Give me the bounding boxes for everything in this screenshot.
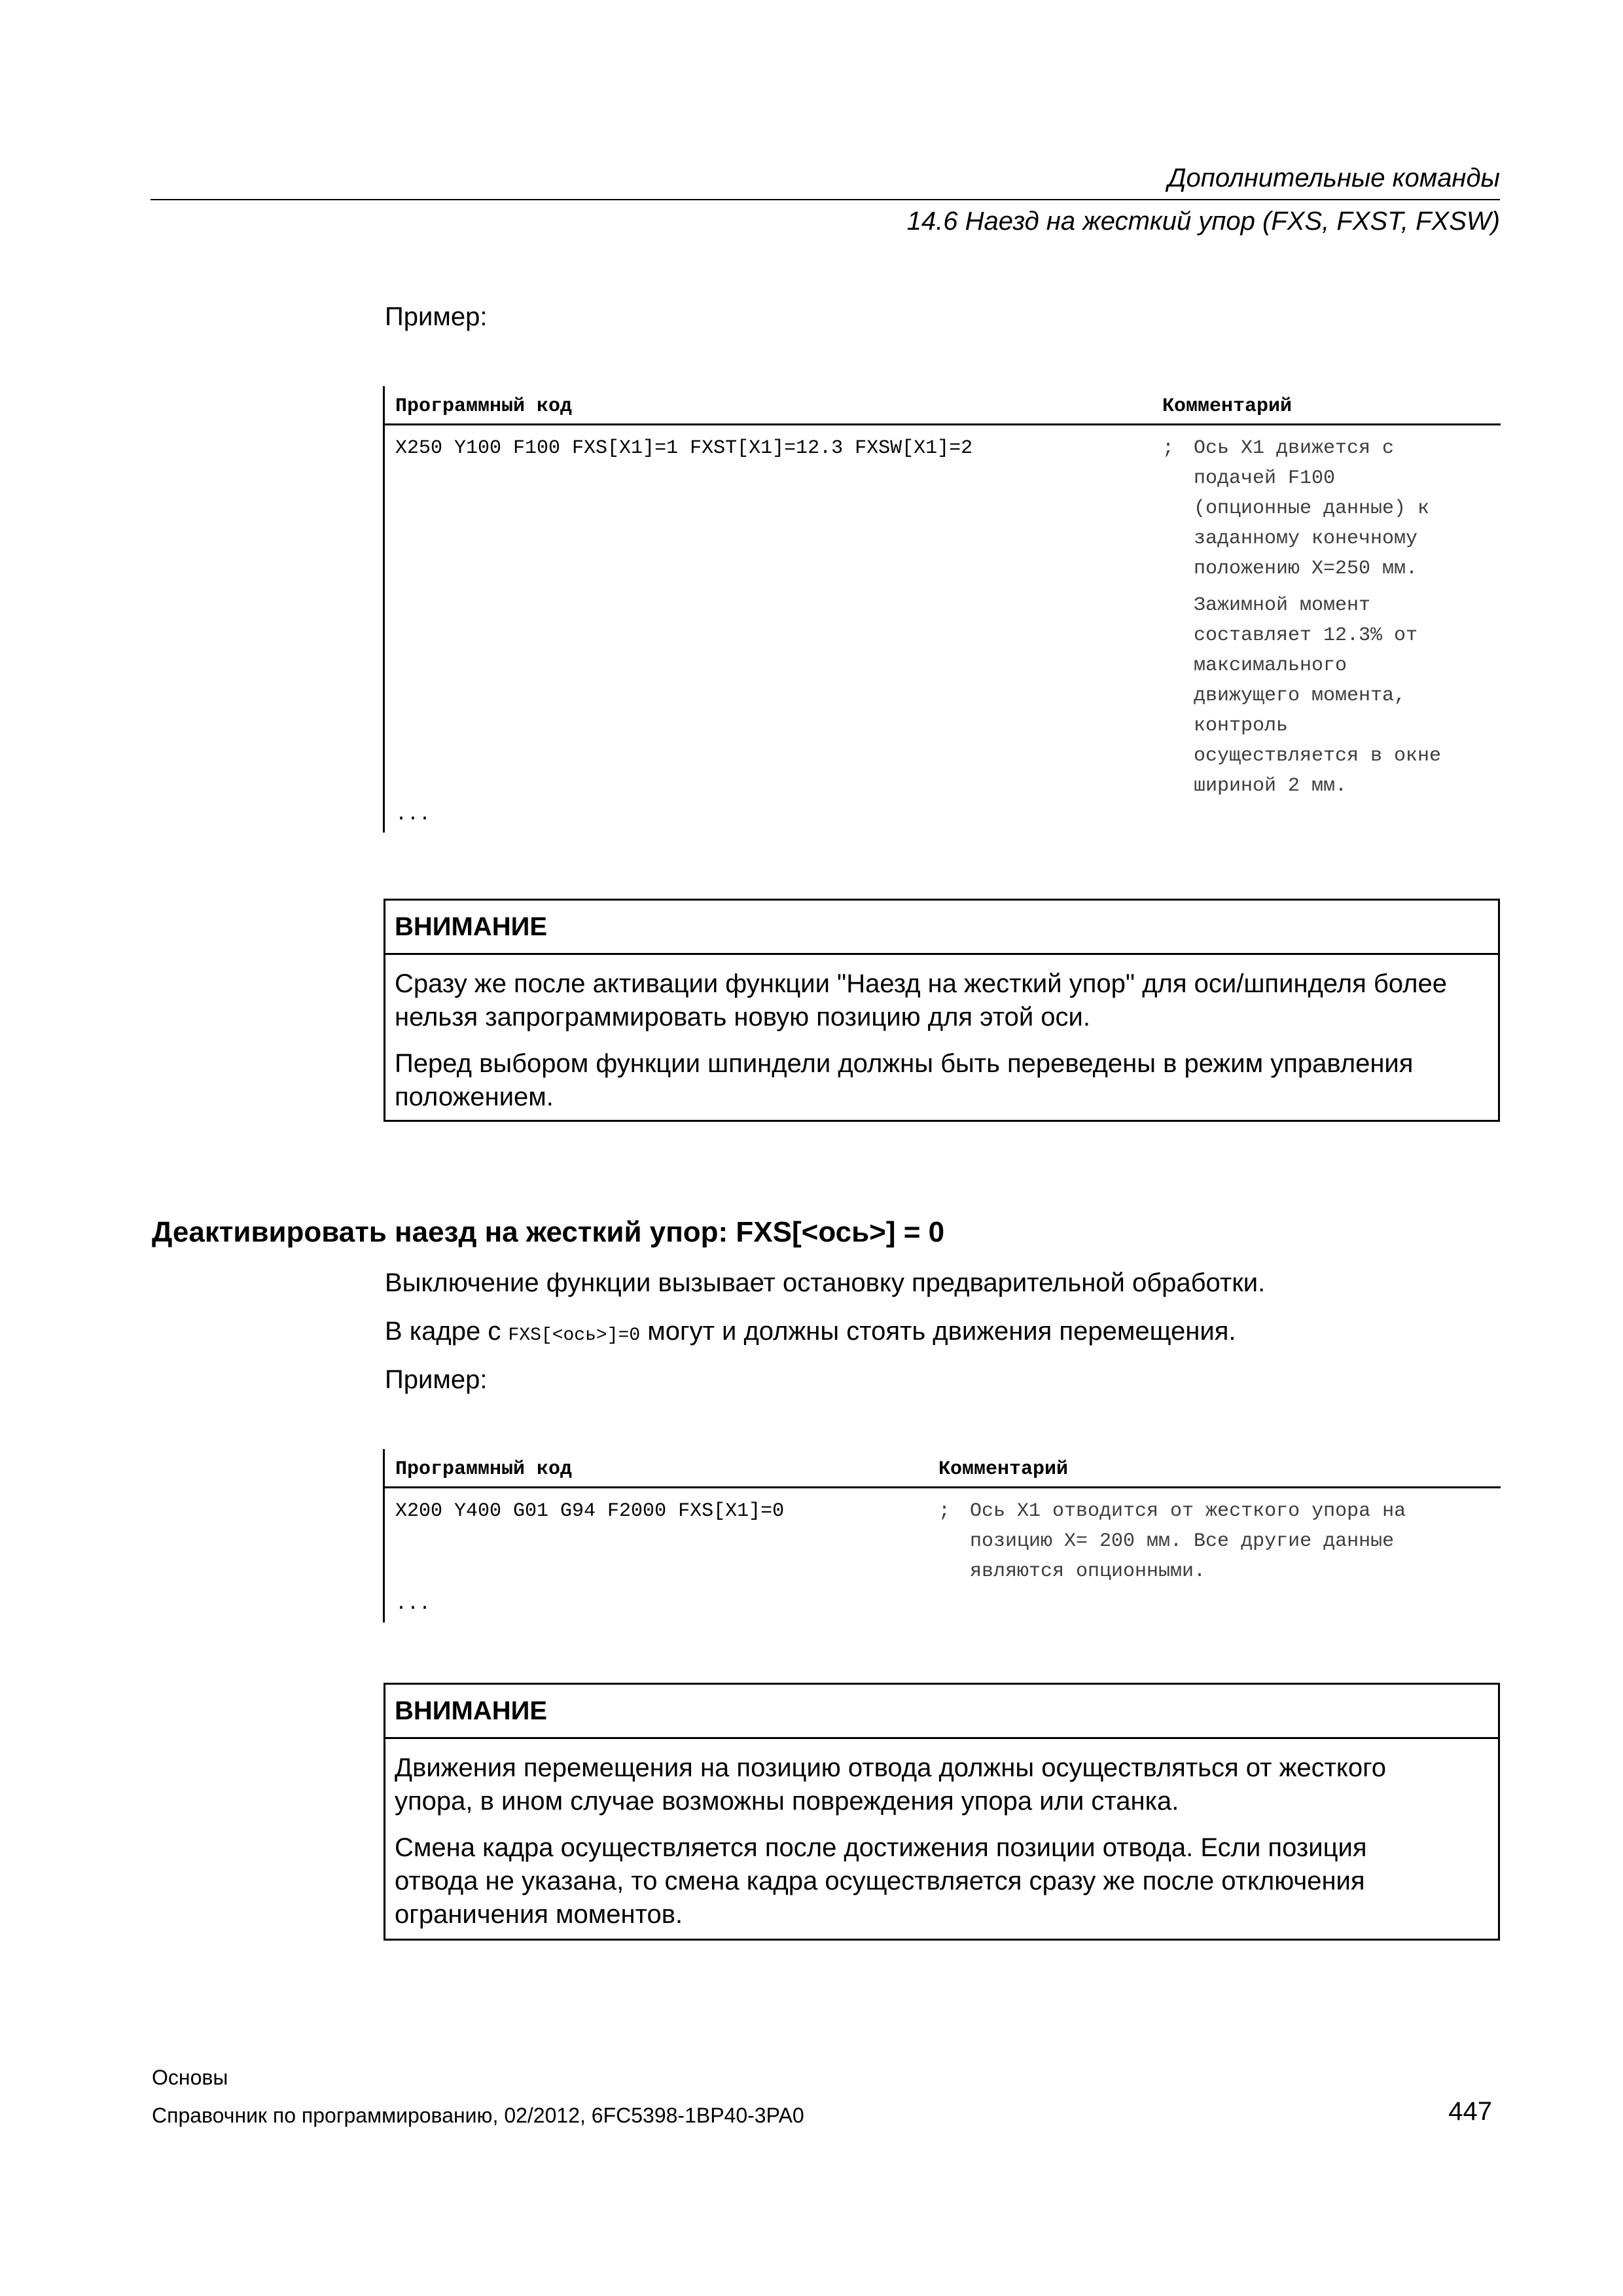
notice-line: положением. — [395, 1083, 554, 1111]
notice-line: Перед выбором функции шпиндели должны быть переведены в режим управления — [395, 1049, 1414, 1078]
notice-paragraph — [395, 1751, 1386, 1818]
notice-title: ВНИМАНИЕ — [395, 1696, 548, 1725]
comment-block-a — [1194, 437, 1429, 588]
notice-title: ВНИМАНИЕ — [395, 912, 548, 941]
notice-separator — [385, 1737, 1498, 1739]
code-table-header — [385, 1449, 1501, 1488]
text-span: могут и должны стоять движения перемещения. — [640, 1317, 1236, 1346]
comment-semicolon: ; — [1162, 437, 1175, 459]
comment-line: максимального — [1194, 655, 1347, 677]
comment-line: заданному конечному — [1194, 528, 1418, 550]
comment-line: шириной 2 мм. — [1194, 775, 1347, 797]
comment-line: позицию X= 200 мм. Все другие данные — [970, 1530, 1395, 1552]
code-ellipsis: ... — [395, 804, 431, 826]
notice-box-1 — [383, 899, 1500, 1122]
body-paragraph: Выключение функции вызывает остановку предварительной обработки. — [385, 1268, 1266, 1297]
comment-line: Зажимной момент — [1194, 594, 1371, 617]
comment-line: (опционные данные) к — [1194, 497, 1430, 520]
comment-semicolon: ; — [938, 1500, 951, 1522]
running-header-chapter: Дополнительные команды — [1168, 164, 1500, 192]
code-table-header — [385, 386, 1501, 425]
comment-block — [970, 1500, 1406, 1590]
comment-block-b — [1194, 594, 1441, 805]
comment-line: Ось X1 отводится от жесткого упора на — [970, 1500, 1406, 1522]
notice-line: упора, в ином случае возможны повреждения упора или станка. — [395, 1787, 1179, 1816]
page-number: 447 — [1448, 2097, 1492, 2126]
body-paragraph-inline-code — [385, 1317, 1236, 1346]
notice-paragraph — [395, 1047, 1413, 1114]
comment-line: подачей F100 — [1194, 467, 1336, 490]
comment-line: положению X=250 мм. — [1194, 558, 1418, 580]
col-header-comment: Комментарий — [1162, 395, 1293, 418]
example-label: Пример: — [385, 302, 488, 331]
notice-line: Сразу же после активации функции "Наезд на жесткий упор" для оси/шпинделя более — [395, 969, 1448, 998]
comment-line: Ось X1 движется с — [1194, 437, 1395, 459]
running-header-section: 14.6 Наезд на жесткий упор (FXS, FXST, FXSW) — [906, 207, 1500, 236]
notice-line: отвода не указана, то смена кадра осуществляется сразу же после отключения — [395, 1867, 1365, 1895]
notice-paragraph — [395, 967, 1447, 1034]
notice-paragraph — [395, 1831, 1367, 1931]
text-span: В кадре с — [385, 1317, 508, 1346]
section-heading: Деактивировать наезд на жесткий упор: FXS[<ось>] = 0 — [152, 1216, 945, 1248]
header-rule — [151, 199, 1500, 200]
code-ellipsis: ... — [395, 1593, 431, 1615]
notice-box-2 — [383, 1683, 1500, 1941]
col-header-comment: Комментарий — [938, 1458, 1069, 1480]
code-table-2 — [383, 1449, 1501, 1623]
notice-line: нельзя запрограммировать новую позицию для этой оси. — [395, 1003, 1090, 1031]
footer-book-title: Основы — [152, 2066, 228, 2089]
inline-code: FXS[<ось>]=0 — [508, 1325, 641, 1346]
comment-line: являются опционными. — [970, 1560, 1206, 1583]
code-table-1 — [383, 386, 1501, 833]
code-line: X250 Y100 F100 FXS[X1]=1 FXST[X1]=12.3 FXSW[X1]=2 — [395, 437, 973, 459]
col-header-code: Программный код — [395, 1458, 573, 1480]
code-line: X200 Y400 G01 G94 F2000 FXS[X1]=0 — [395, 1500, 785, 1522]
comment-line: осуществляется в окне — [1194, 745, 1442, 767]
comment-line: составляет 12.3% от — [1194, 624, 1418, 647]
col-header-code: Программный код — [395, 395, 573, 418]
notice-line: ограничения моментов. — [395, 1900, 683, 1929]
comment-line: контроль — [1194, 715, 1289, 737]
example-label: Пример: — [385, 1365, 488, 1394]
notice-line: Смена кадра осуществляется после достижения позиции отвода. Если позиция — [395, 1833, 1367, 1862]
notice-line: Движения перемещения на позицию отвода должны осуществляться от жесткого — [395, 1753, 1387, 1782]
comment-line: движущего момента, — [1194, 685, 1406, 707]
notice-separator — [385, 953, 1498, 955]
footer-manual-info: Справочник по программированию, 02/2012, 6FC5398-1BP40-3PA0 — [152, 2104, 804, 2127]
